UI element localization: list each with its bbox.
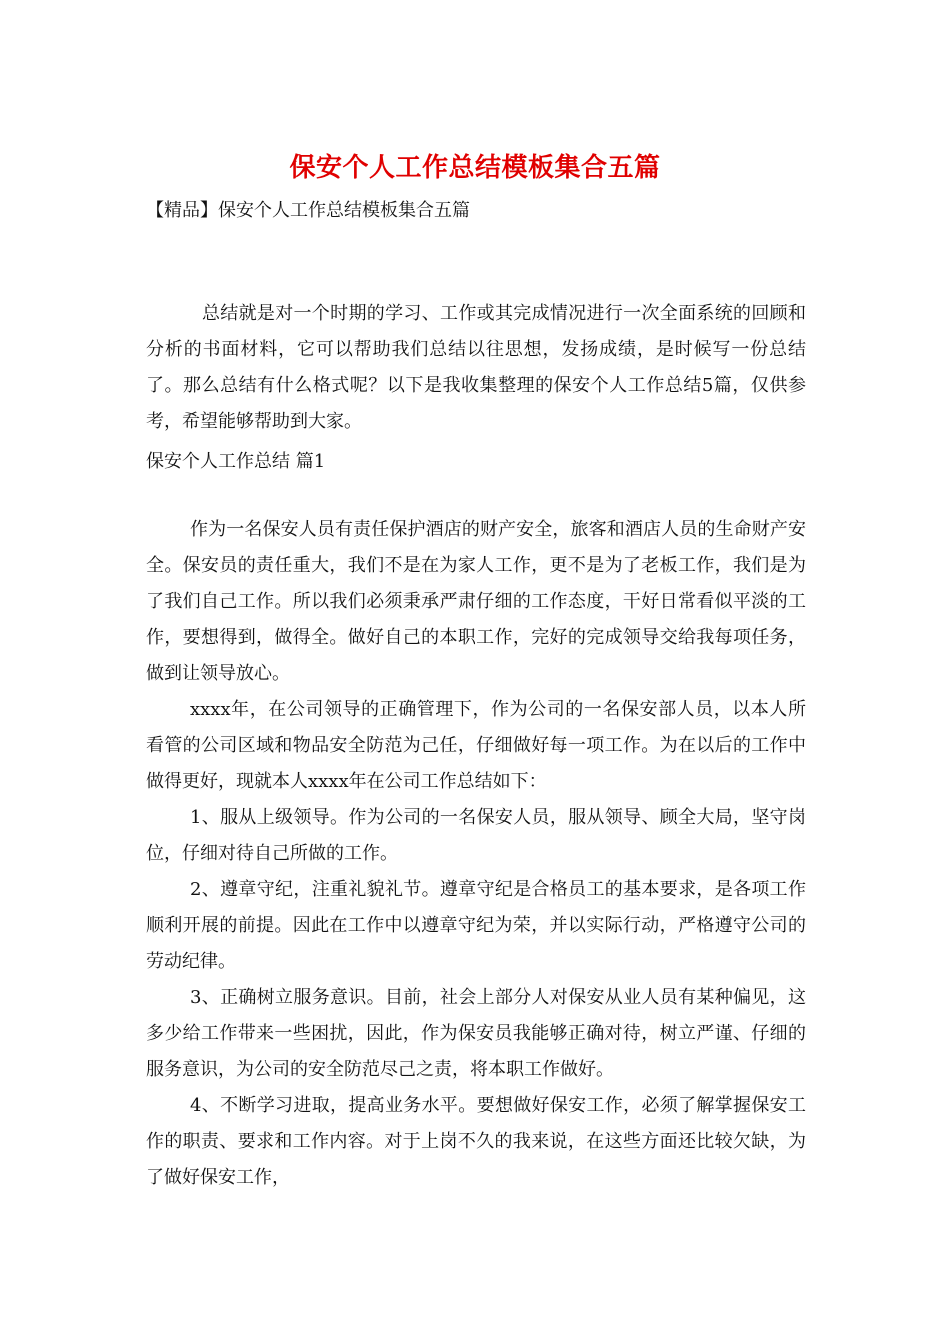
section-body [146,512,806,1196]
intro-paragraph: 总结就是对一个时期的学习、工作或其完成情况进行一次全面系统的回顾和分析的书面材料，它可以帮助我们总结以往思想，发扬成绩，是时候写一份总结了。那么总结有什么格式呢？以下是我收集整理的保安个人工作总结5篇，仅供参考，希望能够帮助到大家。 [146,303,806,432]
body-paragraph: 3、正确树立服务意识。目前，社会上部分人对保安从业人员有某种偏见，这多少给工作带来一些困扰，因此，作为保安员我能够正确对待，树立严谨、仔细的服务意识，为公司的安全防范尽己之责，将本职工作做好。 [146,987,806,1080]
body-paragraph: 4、不断学习进取，提高业务水平。要想做好保安工作，必须了解掌握保安工作的职责、要求和工作内容。对于上岗不久的我来说，在这些方面还比较欠缺，为了做好保安工作， [146,1095,806,1188]
body-paragraph: 2、遵章守纪，注重礼貌礼节。遵章守纪是合格员工的基本要求，是各项工作顺利开展的前提。因此在工作中以遵章守纪为荣，并以实际行动，严格遵守公司的劳动纪律。 [146,879,806,972]
body-paragraph: xxxx年，在公司领导的正确管理下，作为公司的一名保安部人员，以本人所看管的公司区域和物品安全防范为己任，仔细做好每一项工作。为在以后的工作中做得更好，现就本人xxxx年在公司工作总结如下： [146,699,806,792]
body-paragraph: 1、服从上级领导。作为公司的一名保安人员，服从领导、顾全大局，坚守岗位，仔细对待自己所做的工作。 [146,807,806,864]
page-title: 保安个人工作总结模板集合五篇 [289,153,661,183]
document-subtitle: 【精品】保安个人工作总结模板集合五篇 [146,200,470,221]
section-heading: 保安个人工作总结 篇1 [146,451,326,472]
body-paragraph: 作为一名保安人员有责任保护酒店的财产安全，旅客和酒店人员的生命财产安全。保安员的责任重大，我们不是在为家人工作，更不是为了老板工作，我们是为了我们自己工作。所以我们必须秉承严肃仔细的工作态度，干好日常看似平淡的工作，要想得到，做得全。做好自己的本职工作，完好的完成领导交给我每项任务，做到让领导放心。 [146,519,806,684]
